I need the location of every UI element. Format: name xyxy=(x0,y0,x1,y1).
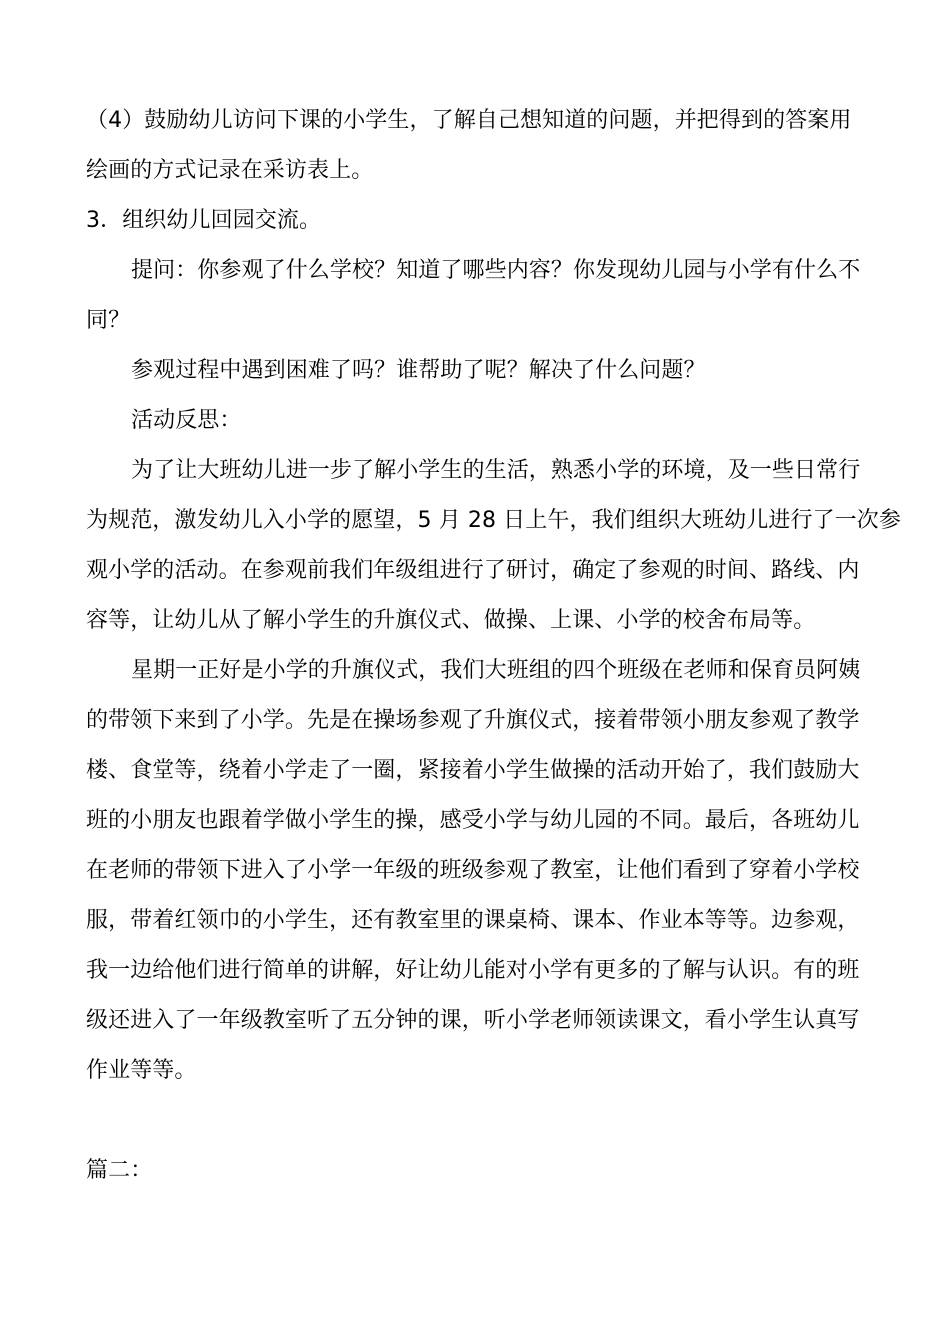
text-line-2: 绘画的方式记录在采访表上。 xyxy=(86,158,374,183)
paragraph-2-line-9: 作业等等。 xyxy=(86,1058,197,1083)
paragraph-1-line-4: 容等，让幼儿从了解小学生的升旗仪式、做操、上课、小学的校舍布局等。 xyxy=(86,608,816,633)
text-line-1: （4）鼓励幼儿访问下课的小学生，了解自己想知道的问题，并把得到的答案用 xyxy=(86,108,852,133)
section-heading-3: 3．组织幼儿回园交流。 xyxy=(86,208,322,233)
text-line-question-cont: 同？ xyxy=(86,308,131,333)
paragraph-1-line-2: 为规范，激发幼儿入小学的愿望，5 月 28 日上午，我们组织大班幼儿进行了一次参 xyxy=(86,508,901,533)
paragraph-2-line-5: 在老师的带领下进入了小学一年级的班级参观了教室，让他们看到了穿着小学校 xyxy=(86,858,860,883)
text-line-question: 提问：你参观了什么学校？知道了哪些内容？你发现幼儿园与小学有什么不 xyxy=(131,258,861,283)
text-line-process: 参观过程中遇到困难了吗？谁帮助了呢？解决了什么问题？ xyxy=(131,358,706,383)
paragraph-2-line-8: 级还进入了一年级教室听了五分钟的课，听小学老师领读课文，看小学生认真写 xyxy=(86,1008,860,1033)
paragraph-2-line-6: 服，带着红领巾的小学生，还有教室里的课桌椅、课本、作业本等等。边参观， xyxy=(86,908,860,933)
paragraph-2-line-3: 楼、食堂等，绕着小学走了一圈，紧接着小学生做操的活动开始了，我们鼓励大 xyxy=(86,758,860,783)
section-heading-part-two: 篇二： xyxy=(86,1158,153,1183)
paragraph-2-line-4: 班的小朋友也跟着学做小学生的操，感受小学与幼儿园的不同。最后，各班幼儿 xyxy=(86,808,860,833)
paragraph-2-line-1: 星期一正好是小学的升旗仪式，我们大班组的四个班级在老师和保育员阿姨 xyxy=(131,658,861,683)
paragraph-2-line-7: 我一边给他们进行简单的讲解，好让幼儿能对小学有更多的了解与认识。有的班 xyxy=(86,958,860,983)
paragraph-1-line-3: 观小学的活动。在参观前我们年级组进行了研讨，确定了参观的时间、路线、内 xyxy=(86,558,860,583)
subheading-reflection: 活动反思： xyxy=(131,408,242,433)
paragraph-2-line-2: 的带领下来到了小学。先是在操场参观了升旗仪式，接着带领小朋友参观了教学 xyxy=(86,708,860,733)
paragraph-1-line-1: 为了让大班幼儿进一步了解小学生的生活，熟悉小学的环境，及一些日常行 xyxy=(131,458,861,483)
